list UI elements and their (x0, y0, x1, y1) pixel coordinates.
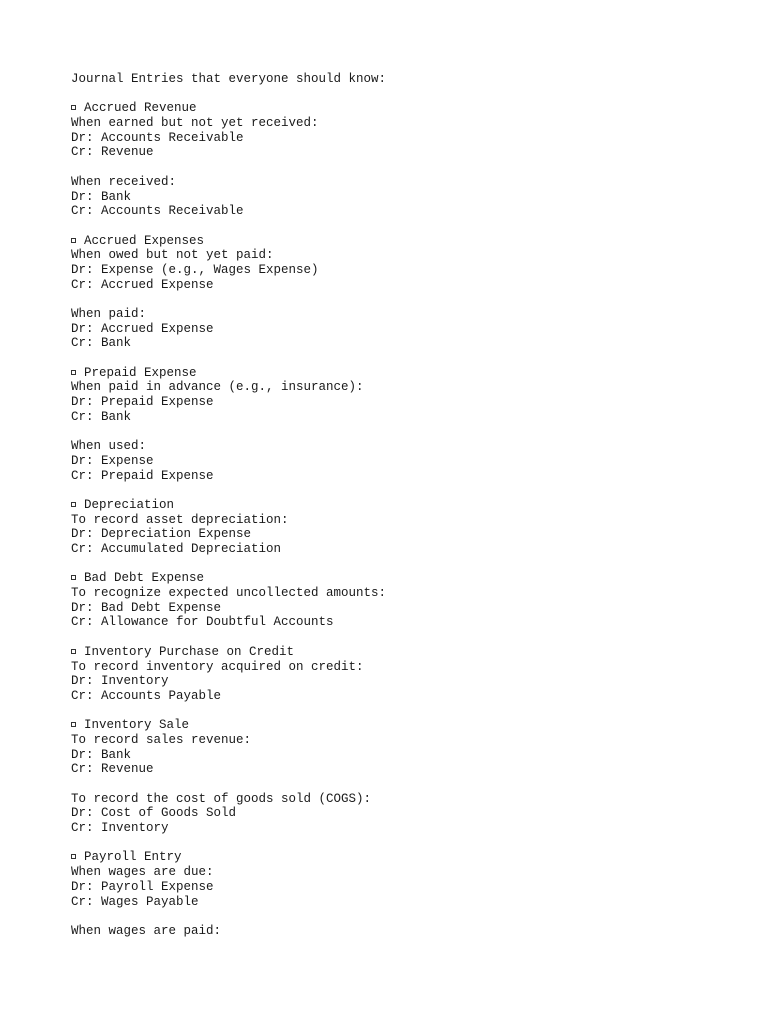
blank-line (71, 219, 386, 234)
credit-line: Cr: Prepaid Expense (71, 468, 214, 483)
blank-line (71, 351, 386, 366)
credit-line: Cr: Revenue (71, 762, 154, 777)
entry-condition: When wages are paid: (71, 923, 222, 938)
document-title: Journal Entries that everyone should know: (71, 72, 387, 86)
credit-line: Cr: Wages Payable (71, 894, 199, 909)
entry-condition: When owed but not yet paid: (71, 248, 274, 263)
blank-line (71, 836, 386, 851)
debit-line: Dr: Expense (e.g., Wages Expense) (71, 262, 319, 277)
blank-line (71, 87, 386, 102)
blank-line (71, 909, 386, 924)
credit-line: Cr: Inventory (71, 821, 169, 836)
entry-condition: To recognize expected uncollected amounts: (71, 586, 387, 601)
blank-line (71, 777, 386, 792)
entry-condition: To record the cost of goods sold (COGS): (71, 791, 372, 806)
square-bullet-icon (71, 370, 76, 375)
journal-entries-text (71, 72, 386, 939)
credit-line: Cr: Allowance for Doubtful Accounts (71, 615, 334, 630)
blank-line (71, 557, 386, 572)
entry-condition: To record sales revenue: (71, 732, 252, 747)
square-bullet-icon (71, 502, 76, 507)
section-heading: Accrued Revenue (71, 101, 386, 116)
blank-line (71, 160, 386, 175)
blank-line (71, 704, 386, 719)
square-bullet-icon (71, 722, 76, 727)
debit-line: Dr: Bank (71, 189, 132, 204)
square-bullet-icon (71, 105, 76, 110)
debit-line: Dr: Cost of Goods Sold (71, 806, 237, 821)
debit-line: Dr: Expense (71, 453, 154, 468)
debit-line: Dr: Accounts Receivable (71, 130, 244, 145)
debit-line: Dr: Accrued Expense (71, 321, 214, 336)
section-heading: Depreciation (71, 498, 386, 513)
credit-line: Cr: Revenue (71, 145, 154, 160)
debit-line: Dr: Bad Debt Expense (71, 600, 222, 615)
section-heading: Accrued Expenses (71, 234, 386, 249)
section-heading: Inventory Purchase on Credit (71, 645, 386, 660)
credit-line: Cr: Bank (71, 409, 132, 424)
entry-condition: When received: (71, 174, 177, 189)
credit-line: Cr: Accrued Expense (71, 277, 214, 292)
square-bullet-icon (71, 575, 76, 580)
section-heading: Prepaid Expense (71, 366, 386, 381)
debit-line: Dr: Depreciation Expense (71, 527, 252, 542)
square-bullet-icon (71, 649, 76, 654)
section-heading: Payroll Entry (71, 850, 386, 865)
debit-line: Dr: Prepaid Expense (71, 395, 214, 410)
blank-line (71, 425, 386, 440)
credit-line: Cr: Accounts Receivable (71, 204, 244, 219)
entry-condition: When earned but not yet received: (71, 116, 319, 131)
entry-condition: When wages are due: (71, 865, 214, 880)
credit-line: Cr: Accounts Payable (71, 688, 222, 703)
square-bullet-icon (71, 238, 76, 243)
square-bullet-icon (71, 854, 76, 859)
credit-line: Cr: Bank (71, 336, 132, 351)
debit-line: Dr: Inventory (71, 674, 169, 689)
entry-condition: To record asset depreciation: (71, 512, 289, 527)
section-heading: Bad Debt Expense (71, 571, 386, 586)
entry-condition: When used: (71, 439, 147, 454)
blank-line (71, 292, 386, 307)
credit-line: Cr: Accumulated Depreciation (71, 542, 282, 556)
blank-line (71, 630, 386, 645)
debit-line: Dr: Bank (71, 747, 132, 762)
blank-line (71, 483, 386, 498)
entry-condition: When paid: (71, 307, 147, 321)
entry-condition: When paid in advance (e.g., insurance): (71, 380, 364, 395)
section-heading: Inventory Sale (71, 718, 386, 733)
debit-line: Dr: Payroll Expense (71, 879, 214, 894)
entry-condition: To record inventory acquired on credit: (71, 659, 364, 674)
